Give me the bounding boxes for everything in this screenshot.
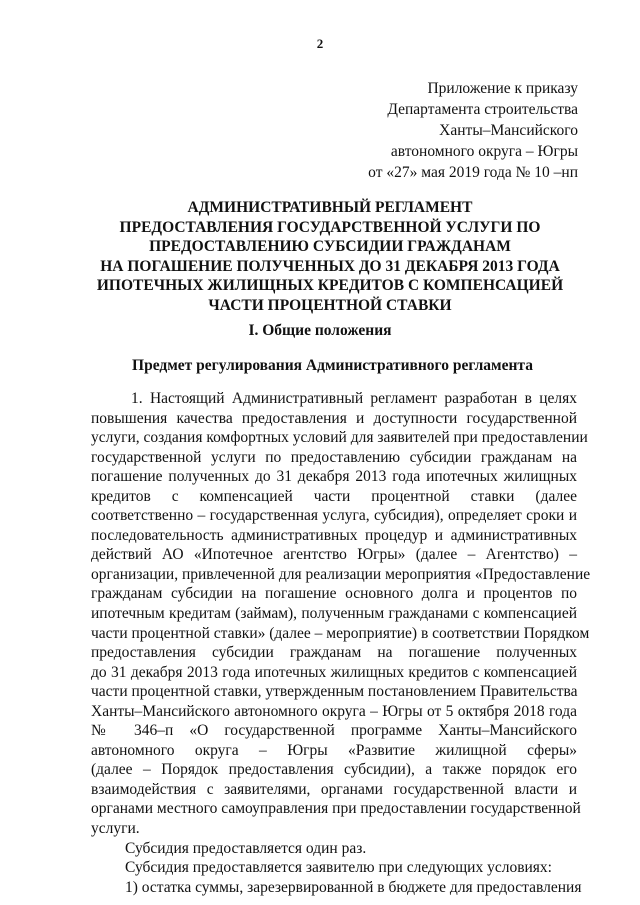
paragraph-line: взаимодействия с заявителями, органами государственной власти и (91, 780, 577, 798)
appendix-line: Ханты–Мансийского (439, 122, 578, 139)
paragraph-line: предоставления субсидии гражданам на погашение полученных (91, 644, 577, 662)
paragraph-line: 1. Настоящий Административный регламент разработан в целях (131, 390, 577, 407)
appendix-line: Приложение к приказу (427, 80, 578, 97)
title-line: АДМИНИСТРАТИВНЫЙ РЕГЛАМЕНТ (187, 199, 473, 216)
paragraph-4: 1) остатка суммы, зарезервированной в бюджете для предоставления (125, 878, 582, 896)
paragraph-line: услуги, создания комфортных условий для заявителей при предоставлении (91, 429, 588, 447)
paragraph-line: повышения качества предоставления и доступности государственной (91, 409, 577, 427)
paragraph-line: организации, привлеченной для реализации мероприятия «Предоставление (91, 565, 591, 583)
page-number: 2 (316, 36, 324, 51)
subject-heading: Предмет регулирования Административного регламента (132, 357, 533, 374)
title-line: НА ПОГАШЕНИЕ ПОЛУЧЕННЫХ ДО 31 ДЕКАБРЯ 2013 ГОДА (100, 257, 560, 275)
paragraph-line: части процентной ставки» (далее – мероприятие) в соответствии Порядком (91, 624, 590, 642)
paragraph-2: Субсидия предоставляется один раз. (125, 839, 367, 857)
section-heading: I. Общие положения (248, 322, 392, 339)
paragraph-line: последовательность административных процедур и административных (91, 526, 577, 544)
title-line: ПРЕДОСТАВЛЕНИЯ ГОСУДАРСТВЕННОЙ УСЛУГИ ПО (119, 218, 541, 236)
paragraph-line: государственной услуги по предоставлению субсидии гражданам на (91, 448, 577, 466)
paragraph-line: органами местного самоуправления при предоставлении государственной (91, 800, 581, 818)
paragraph-line: (далее – Порядок предоставления субсидии), а также порядок его (91, 761, 577, 779)
title-line: ЧАСТИ ПРОЦЕНТНОЙ СТАВКИ (208, 296, 452, 314)
appendix-block (368, 78, 578, 183)
title-line: ПРЕДОСТАВЛЕНИЮ СУБСИДИИ ГРАЖДАНАМ (149, 238, 511, 255)
paragraph-line: Ханты–Мансийского автономного округа – Югры от 5 октября 2018 года (91, 702, 577, 720)
paragraph-line: гражданам субсидии на погашение основного долга и процентов по (91, 585, 577, 603)
document-title (70, 198, 590, 315)
appendix-line: автономного округа – Югры (390, 143, 578, 160)
paragraph-line: кредитов с компенсацией части процентной ставки (далее (91, 487, 577, 505)
paragraph-line: автономного округа – Югры «Развитие жилищной сферы» (91, 741, 577, 759)
body-text (91, 389, 591, 897)
title-line: ИПОТЕЧНЫХ ЖИЛИЩНЫХ КРЕДИТОВ С КОМПЕНСАЦИЕЙ (96, 277, 564, 294)
paragraph-3: Субсидия предоставляется заявителю при следующих условиях: (125, 859, 552, 877)
paragraph-line: ипотечным кредитам (займам), полученным гражданами с компенсацией (91, 605, 577, 623)
appendix-line: от «27» мая 2019 года № 10 –нп (368, 164, 578, 181)
paragraph-line: действий АО «Ипотечное агентство Югры» (далее – Агентство) – (91, 546, 577, 564)
paragraph-line: услуги. (91, 820, 140, 838)
paragraph-line: до 31 декабря 2013 года ипотечных жилищных кредитов с компенсацией (91, 663, 577, 681)
paragraph-line: части процентной ставки, утвержденным постановлением Правительства (91, 683, 578, 701)
paragraph-line: соответственно – государственная услуга, субсидия), определяет сроки и (91, 507, 577, 525)
paragraph-line: погашение полученных до 31 декабря 2013 года ипотечных жилищных (91, 468, 577, 486)
paragraph-line: № 346–п «О государственной программе Ханты–Мансийского (91, 722, 577, 740)
appendix-line: Департамента строительства (387, 101, 578, 118)
